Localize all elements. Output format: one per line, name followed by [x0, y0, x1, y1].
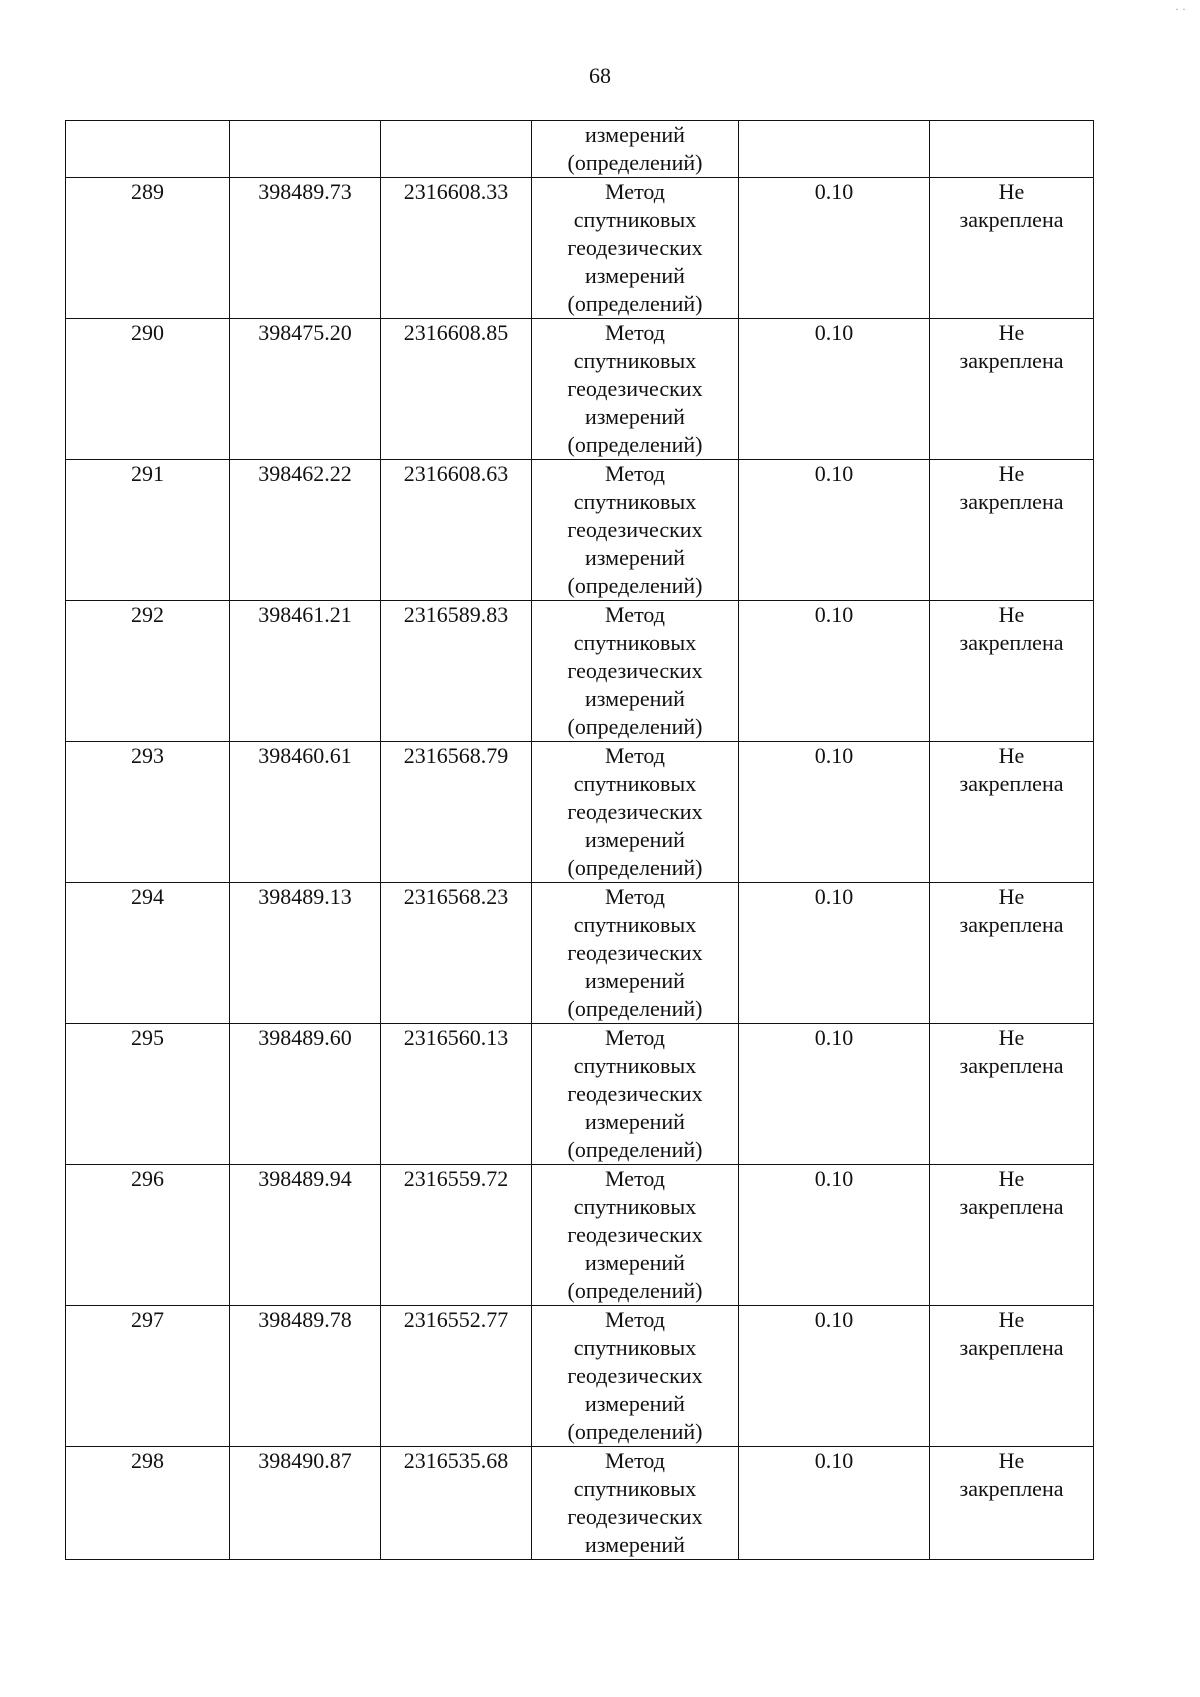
method-line: геодезических — [567, 1222, 703, 1247]
method-line: (определений) — [567, 1278, 703, 1303]
method-line: геодезических — [567, 1504, 703, 1529]
cell-fixing — [930, 460, 1094, 601]
cell-x: 398461.21 — [230, 601, 381, 742]
method-line: (определений) — [567, 714, 703, 739]
cell-accuracy: 0.10 — [739, 1306, 930, 1447]
cell-fixing — [930, 883, 1094, 1024]
cell-method — [532, 1447, 739, 1560]
method-line: измерений — [585, 968, 685, 993]
fixing-line: закреплена — [959, 1194, 1064, 1219]
method-line: (определений) — [567, 573, 703, 598]
fixing-line: закреплена — [959, 1335, 1064, 1360]
cell-y: 2316568.23 — [381, 883, 532, 1024]
fixing-line: Не — [998, 1166, 1025, 1191]
method-line: геодезических — [567, 376, 703, 401]
cell-point: 298 — [66, 1447, 230, 1560]
cell-method — [532, 1306, 739, 1447]
cell-point: 289 — [66, 178, 230, 319]
method-line: (определений) — [567, 291, 703, 316]
cell-fixing — [930, 601, 1094, 742]
fixing-line: закреплена — [959, 207, 1064, 232]
fixing-line: Не — [998, 1307, 1025, 1332]
method-line: спутниковых — [573, 771, 697, 796]
cell-x: 398475.20 — [230, 319, 381, 460]
method-line: Метод — [605, 461, 665, 486]
method-line: (определений) — [567, 150, 703, 175]
cell-y — [381, 121, 532, 178]
table-row — [66, 1306, 1094, 1447]
cell-x: 398489.78 — [230, 1306, 381, 1447]
scan-artifact-top: · · — [1175, 2, 1186, 16]
cell-method — [532, 1165, 739, 1306]
method-line: Метод — [605, 743, 665, 768]
cell-x: 398489.60 — [230, 1024, 381, 1165]
cell-y: 2316559.72 — [381, 1165, 532, 1306]
fixing-line: закреплена — [959, 630, 1064, 655]
cell-accuracy: 0.10 — [739, 460, 930, 601]
cell-point: 297 — [66, 1306, 230, 1447]
cell-x: 398490.87 — [230, 1447, 381, 1560]
cell-fixing — [930, 319, 1094, 460]
cell-method — [532, 319, 739, 460]
cell-x — [230, 121, 381, 178]
coordinates-table — [65, 120, 1094, 1560]
page-number: 68 — [589, 63, 611, 88]
cell-y: 2316589.83 — [381, 601, 532, 742]
method-line: измерений — [585, 1250, 685, 1275]
cell-method — [532, 121, 739, 178]
method-line: спутниковых — [573, 912, 697, 937]
method-line: геодезических — [567, 235, 703, 260]
cell-x: 398489.13 — [230, 883, 381, 1024]
fixing-line: Не — [998, 1025, 1025, 1050]
table-body — [66, 121, 1094, 1560]
method-line: (определений) — [567, 1419, 703, 1444]
method-line: геодезических — [567, 940, 703, 965]
cell-accuracy: 0.10 — [739, 601, 930, 742]
method-line: измерений — [585, 404, 685, 429]
cell-x: 398460.61 — [230, 742, 381, 883]
fixing-line: закреплена — [959, 348, 1064, 373]
method-line: (определений) — [567, 432, 703, 457]
cell-method — [532, 178, 739, 319]
cell-accuracy: 0.10 — [739, 1447, 930, 1560]
method-line: Метод — [605, 179, 665, 204]
table-row — [66, 460, 1094, 601]
method-line: геодезических — [567, 658, 703, 683]
cell-y: 2316568.79 — [381, 742, 532, 883]
cell-accuracy: 0.10 — [739, 319, 930, 460]
method-line: спутниковых — [573, 1335, 697, 1360]
method-line: Метод — [605, 1448, 665, 1473]
method-line: измерений — [585, 1391, 685, 1416]
cell-point: 295 — [66, 1024, 230, 1165]
method-line: (определений) — [567, 996, 703, 1021]
fixing-line: Не — [998, 602, 1025, 627]
method-line: Метод — [605, 884, 665, 909]
cell-fixing — [930, 1165, 1094, 1306]
cell-accuracy: 0.10 — [739, 1165, 930, 1306]
fixing-line: закреплена — [959, 1476, 1064, 1501]
fixing-line: Не — [998, 1448, 1025, 1473]
method-line: Метод — [605, 1307, 665, 1332]
table-row — [66, 601, 1094, 742]
cell-point — [66, 121, 230, 178]
fixing-line: закреплена — [959, 771, 1064, 796]
method-line: измерений — [585, 827, 685, 852]
method-line: геодезических — [567, 1081, 703, 1106]
cell-method — [532, 742, 739, 883]
method-line: геодезических — [567, 1363, 703, 1388]
cell-point: 296 — [66, 1165, 230, 1306]
method-line: спутниковых — [573, 1053, 697, 1078]
table-row — [66, 319, 1094, 460]
table-row — [66, 1447, 1094, 1560]
method-line: Метод — [605, 1025, 665, 1050]
fixing-line: Не — [998, 743, 1025, 768]
cell-y: 2316608.63 — [381, 460, 532, 601]
method-line: спутниковых — [573, 489, 697, 514]
cell-accuracy: 0.10 — [739, 742, 930, 883]
fixing-line: Не — [998, 179, 1025, 204]
cell-accuracy: 0.10 — [739, 178, 930, 319]
cell-x: 398489.73 — [230, 178, 381, 319]
method-line: измерений — [585, 1109, 685, 1134]
cell-fixing — [930, 1306, 1094, 1447]
cell-point: 292 — [66, 601, 230, 742]
cell-fixing — [930, 1447, 1094, 1560]
fixing-line: закреплена — [959, 1053, 1064, 1078]
cell-y: 2316608.33 — [381, 178, 532, 319]
table-row — [66, 178, 1094, 319]
cell-fixing — [930, 742, 1094, 883]
cell-y: 2316560.13 — [381, 1024, 532, 1165]
fixing-line: Не — [998, 461, 1025, 486]
cell-y: 2316552.77 — [381, 1306, 532, 1447]
method-line: измерений — [585, 263, 685, 288]
cell-x: 398489.94 — [230, 1165, 381, 1306]
table-row — [66, 1165, 1094, 1306]
method-line: геодезических — [567, 799, 703, 824]
method-line: Метод — [605, 1166, 665, 1191]
table-row — [66, 742, 1094, 883]
method-line: (определений) — [567, 855, 703, 880]
cell-fixing — [930, 1024, 1094, 1165]
cell-point: 291 — [66, 460, 230, 601]
fixing-line: закреплена — [959, 489, 1064, 514]
cell-y: 2316535.68 — [381, 1447, 532, 1560]
table-row — [66, 883, 1094, 1024]
fixing-line: закреплена — [959, 912, 1064, 937]
method-line: спутниковых — [573, 1476, 697, 1501]
method-line: Метод — [605, 320, 665, 345]
method-line: спутниковых — [573, 630, 697, 655]
cell-method — [532, 1024, 739, 1165]
cell-accuracy: 0.10 — [739, 883, 930, 1024]
cell-point: 290 — [66, 319, 230, 460]
cell-fixing — [930, 178, 1094, 319]
method-line: Метод — [605, 602, 665, 627]
cell-point: 294 — [66, 883, 230, 1024]
method-line: измерений — [585, 686, 685, 711]
method-line: (определений) — [567, 1137, 703, 1162]
fixing-line: Не — [998, 884, 1025, 909]
method-line: спутниковых — [573, 348, 697, 373]
cell-accuracy: 0.10 — [739, 1024, 930, 1165]
method-line: спутниковых — [573, 207, 697, 232]
cell-accuracy — [739, 121, 930, 178]
cell-method — [532, 601, 739, 742]
method-line: измерений — [585, 1532, 685, 1557]
cell-x: 398462.22 — [230, 460, 381, 601]
table-row — [66, 1024, 1094, 1165]
method-line: измерений — [585, 545, 685, 570]
continuation-row — [66, 121, 1094, 178]
fixing-line: Не — [998, 320, 1025, 345]
method-line: геодезических — [567, 517, 703, 542]
cell-fixing — [930, 121, 1094, 178]
method-line: спутниковых — [573, 1194, 697, 1219]
cell-y: 2316608.85 — [381, 319, 532, 460]
method-line: измерений — [585, 122, 685, 147]
cell-method — [532, 460, 739, 601]
cell-method — [532, 883, 739, 1024]
cell-point: 293 — [66, 742, 230, 883]
